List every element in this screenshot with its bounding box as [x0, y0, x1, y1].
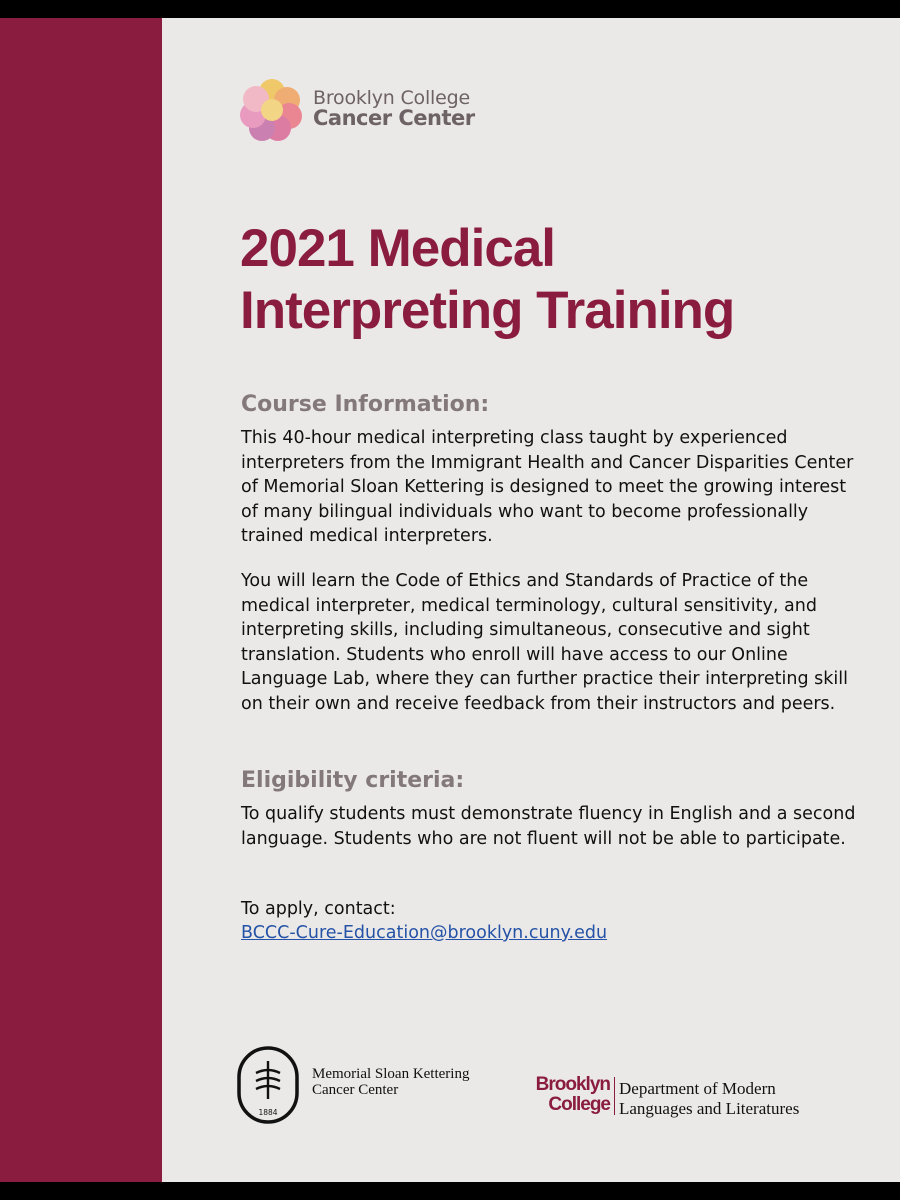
eligibility-paragraph: To qualify students must demonstrate fluency in English and a second language. Students who are not fluent will not be able to participate. — [241, 804, 856, 849]
title-line-1: 2021 Medical — [240, 219, 556, 278]
dept-line-2: Languages and Literatures — [619, 1099, 800, 1118]
msk-year: 1884 — [258, 1108, 278, 1117]
maroon-sidebar — [0, 18, 162, 1182]
course-paragraph-2: You will learn the Code of Ethics and Standards of Practice of the medical interpreter, medical terminology, cultural sensitivity, and interpreting skills, including simultaneous, consecutive and sight translation. Students who enroll will have access to our Online Language Lab, where they can further practice their interpreting skill on their own and receive feedback from their instructors and peers. — [241, 571, 848, 714]
bc-wordmark — [530, 1075, 610, 1115]
msk-line-1: Memorial Sloan Kettering — [312, 1066, 470, 1082]
bc-divider — [614, 1077, 615, 1115]
logo-wordmark — [313, 88, 475, 128]
msk-logo — [236, 1045, 516, 1125]
course-paragraph-1: This 40-hour medical interpreting class taught by experienced interpreters from the Immigrant Health and Cancer Disparities Center of Memorial Sloan Kettering is designed to meet the growing interest of many bilingual individuals who want to become professionally trained medical interpreters. — [241, 428, 854, 547]
msk-line-2: Cancer Center — [312, 1082, 399, 1098]
contact-email-link[interactable]: BCCC-Cure-Education@brooklyn.cuny.edu — [241, 923, 608, 943]
contact-label: To apply, contact: — [241, 899, 396, 919]
dept-line-1: Department of Modern — [619, 1079, 776, 1098]
bc-word-1: Brooklyn — [535, 1074, 610, 1095]
brooklyn-college-logo — [530, 1075, 870, 1125]
msk-wordmark — [312, 1066, 469, 1098]
cancer-center-logo — [240, 78, 500, 140]
logo-line-1: Brooklyn College — [313, 87, 470, 109]
department-name — [619, 1079, 799, 1119]
eligibility-heading: Eligibility criteria: — [241, 768, 465, 793]
msk-seal-icon — [236, 1045, 300, 1125]
bc-word-2: College — [548, 1094, 610, 1115]
title-line-2: Interpreting Training — [240, 281, 735, 340]
flower-logo-icon — [240, 78, 304, 142]
logo-line-2: Cancer Center — [313, 106, 475, 130]
page-title — [240, 218, 880, 342]
flyer-page — [0, 18, 900, 1182]
course-information-heading: Course Information: — [241, 392, 490, 417]
